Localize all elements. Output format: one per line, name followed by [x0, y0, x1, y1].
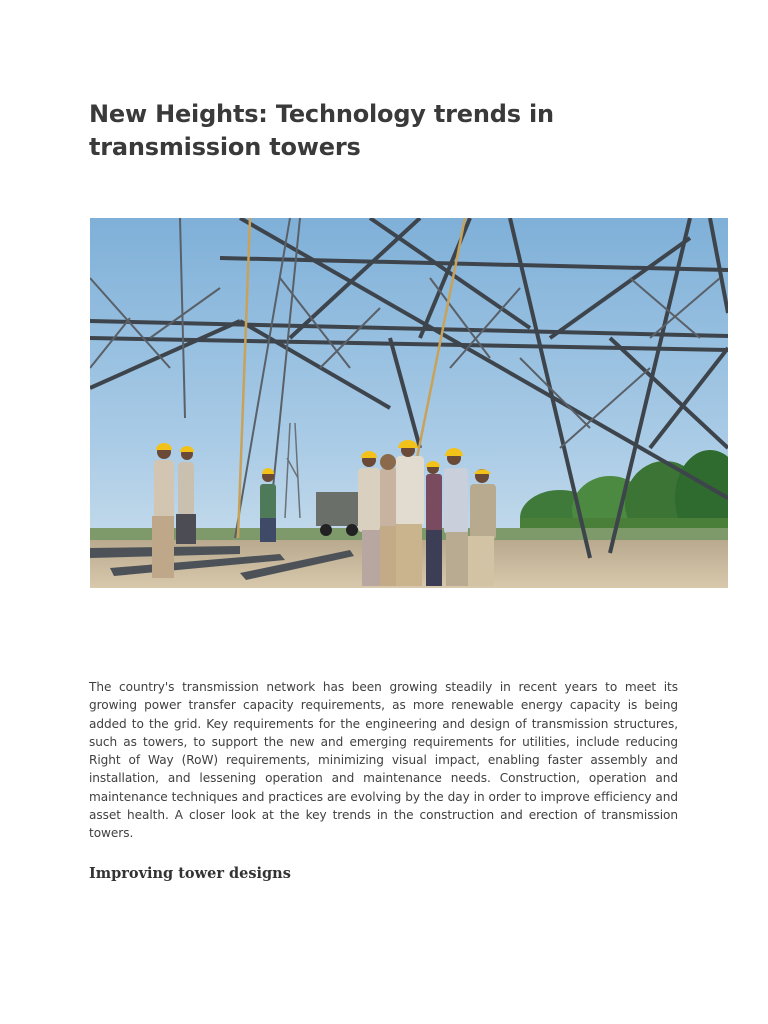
article-photo	[90, 218, 728, 588]
article-body: The country's transmission network has been growing steadily in recent years to meet its growing power transfer capacity requirements, as more renewable energy capacity is being added to the grid. Key requirements for the engineering and design of transmission structures, such as towers, to support the new and emerging requirements for utilities, include reducing Right of Way (RoW) requirements, minimizing visual impact, enabling faster assembly and installation, and lessening operation and maintenance needs. Construction, operation and maintenance techniques and practices are evolving by the day in order to improve efficiency and asset health. A closer look at the key trends in the construction and erection of transmission towers.	[89, 680, 678, 841]
section-heading: Improving tower designs	[89, 865, 291, 882]
tower-construction-illustration	[90, 218, 728, 588]
page-title: New Heights: Technology trends in transmission towers	[89, 100, 554, 161]
